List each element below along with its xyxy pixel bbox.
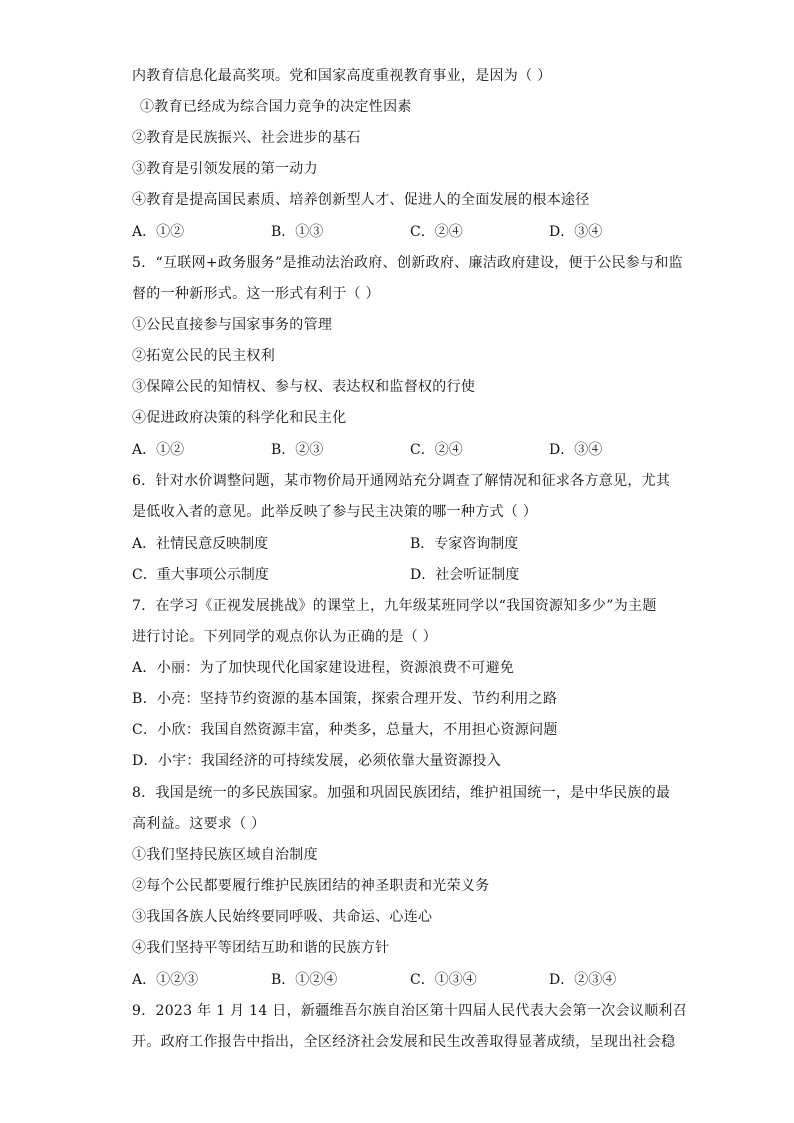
q8-option-d: D．②③④ (549, 972, 617, 988)
q4-item-4: ④教育是提高国民素质、培养创新型人才、促进人的全面发展的根本途径 (132, 192, 590, 208)
q4-item-1: ①教育已经成为综合国力竞争的决定性因素 (140, 99, 412, 115)
q9-stem-line-1: 9．2023 年 1 月 14 日，新疆维吾尔族自治区第十四届人民代表大会第一次会议顺利召 (132, 1003, 688, 1019)
q7-option-b: B．小亮：坚持节约资源的基本国策，探索合理开发、节约利用之路 (132, 691, 558, 707)
q5-stem-line-1: 5．“互联网+政务服务”是推动法治政府、创新政府、廉洁政府建设，便于公民参与和监 (132, 255, 683, 271)
q8-item-3: ③我国各族人民始终要同呼吸、共命运、心连心 (132, 909, 433, 925)
q7-option-c: C．小欣：我国自然资源丰富，种类多，总量大，不用担心资源问题 (132, 722, 558, 738)
q5-option-b: B．②③ (271, 442, 324, 458)
q6-option-d: D．社会听证制度 (410, 567, 520, 583)
q6-option-c: C．重大事项公示制度 (132, 567, 269, 583)
q4-stem: 内教育信息化最高奖项。党和国家高度重视教育事业，是因为（ ） (132, 68, 552, 84)
q5-item-1: ①公民直接参与国家事务的管理 (132, 317, 333, 333)
q7-stem-line-1: 7．在学习《正视发展挑战》的课堂上，九年级某班同学以“我国资源知多少”为主题 (132, 598, 657, 614)
q4-option-b: B．①③ (271, 224, 324, 240)
q8-stem-line-2: 高利益。这要求（ ） (132, 816, 266, 832)
q7-stem-line-2: 进行讨论。下列同学的观点你认为正确的是（ ） (132, 629, 438, 645)
q8-item-4: ④我们坚持平等团结互助和谐的民族方针 (132, 940, 390, 956)
q5-stem-line-2: 督的一种新形式。这一形式有利于（ ） (132, 286, 380, 302)
q8-option-b: B．①②④ (271, 972, 338, 988)
q6-option-b: B．专家咨询制度 (410, 536, 519, 552)
q4-item-2: ②教育是民族振兴、社会进步的基石 (132, 130, 361, 146)
q5-option-d: D．③④ (549, 442, 603, 458)
q8-item-2: ②每个公民都要履行维护民族团结的神圣职责和光荣义务 (132, 878, 490, 894)
q4-item-3: ③教育是引领发展的第一动力 (132, 161, 318, 177)
q4-option-a: A．①② (132, 224, 185, 240)
q6-stem-line-2: 是低收入者的意见。此举反映了参与民主决策的哪一种方式（ ） (132, 504, 538, 520)
q8-option-a: A．①②③ (132, 972, 199, 988)
q9-stem-line-2: 开。政府工作报告中指出，全区经济社会发展和民生改善取得显著成绩，呈现出社会稳 (132, 1034, 676, 1050)
q8-stem-line-1: 8．我国是统一的多民族国家。加强和巩固民族团结，维护祖国统一，是中华民族的最 (132, 785, 671, 801)
q5-item-2: ②拓宽公民的民主权利 (132, 348, 275, 364)
q7-option-a: A．小丽：为了加快现代化国家建设进程，资源浪费不可避免 (132, 660, 515, 676)
q8-item-1: ①我们坚持民族区域自治制度 (132, 847, 318, 863)
q4-option-d: D．③④ (549, 224, 603, 240)
q6-stem-line-1: 6．针对水价调整问题，某市物价局开通网站充分调查了解情况和征求各方意见，尤其 (132, 473, 671, 489)
q5-option-a: A．①② (132, 442, 185, 458)
q5-item-4: ④促进政府决策的科学化和民主化 (132, 410, 347, 426)
q4-option-c: C．②④ (410, 224, 463, 240)
q7-option-d: D．小宇：我国经济的可持续发展，必须依靠大量资源投入 (132, 753, 502, 769)
q6-option-a: A．社情民意反映制度 (132, 536, 269, 552)
q5-option-c: C．②④ (410, 442, 463, 458)
q8-option-c: C．①③④ (410, 972, 477, 988)
q5-item-3: ③保障公民的知情权、参与权、表达权和监督权的行使 (132, 379, 476, 395)
